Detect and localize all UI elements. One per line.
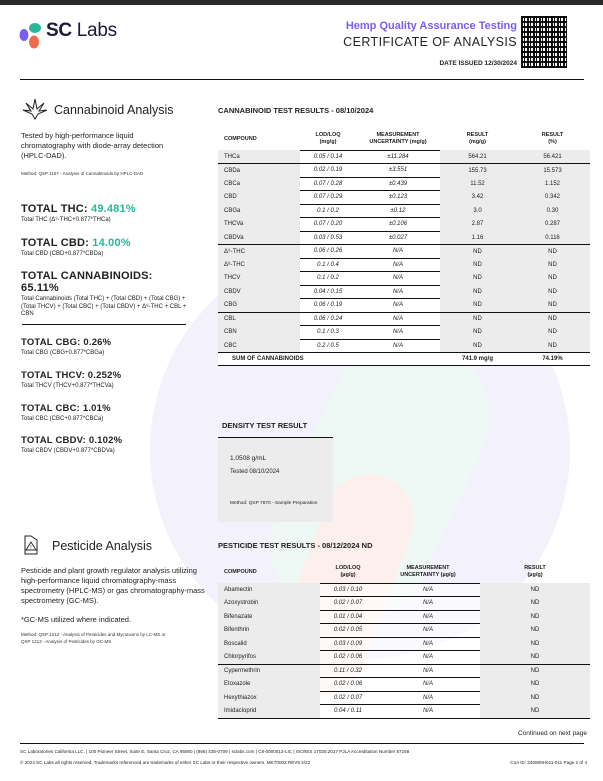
total-item xyxy=(21,370,191,391)
table-row xyxy=(218,705,590,719)
total-formula: Total CBDV (CBDV+0.877*CBDVa) xyxy=(21,448,115,454)
sum-label: SUM OF CANNABINOIDS xyxy=(218,353,440,366)
lod-loq-cell: 0.01 / 0.04 xyxy=(320,610,376,624)
lod-loq-cell: 0.1 / 0.3 xyxy=(300,326,356,340)
result-cell: 3.0 xyxy=(440,204,515,218)
table-row xyxy=(218,191,590,205)
footer-company-info: SC Laboratories California LLC. | 100 Pioneer Street, Suite E, Santa Cruz, CA 95060 | (866) 435-0709 | sclabs.com | C8-0000013-LIC | ISO/IES 17025:2017 PJLA Accreditation Number 87168 xyxy=(20,749,410,754)
cannabinoid-description: Tested by high-performance liquid chromatography with diode-array detection (HPLC-DAD). xyxy=(21,131,164,160)
svg-text:!: ! xyxy=(30,545,32,551)
total-item xyxy=(21,237,191,259)
total-formula: Total THCV (THCV+0.877*THCVa) xyxy=(21,383,114,389)
column-header: MEASUREMENT UNCERTAINTY (µg/g) xyxy=(400,564,456,578)
uncertainty-cell: N/A xyxy=(356,272,440,286)
uncertainty-cell: N/A xyxy=(376,705,480,719)
result-cell: ND xyxy=(440,272,515,286)
total-label: TOTAL CBC: 1.01% xyxy=(21,403,111,414)
compound-cell: THCVa xyxy=(218,218,300,232)
footer-copyright: © 2024 SC Labs all rights reserved. Trademarks referenced are trademarks of either SC Labs or their respective owners. MKT0002 REV9 2/22 xyxy=(20,760,311,765)
compound-cell: Cypermethrin xyxy=(218,664,320,678)
table-row xyxy=(218,678,590,692)
uncertainty-cell: N/A xyxy=(356,285,440,299)
column-header: COMPOUND xyxy=(224,568,257,575)
result-cell: ND xyxy=(480,583,590,597)
uncertainty-cell: N/A xyxy=(376,583,480,597)
table-row xyxy=(218,218,590,232)
compound-cell: Hexythiazox xyxy=(218,691,320,705)
total-item xyxy=(21,270,191,319)
result-cell: ND xyxy=(440,299,515,313)
gc-ms-note: *GC-MS utilized where indicated. xyxy=(21,615,132,624)
lod-loq-cell: 0.06 / 0.19 xyxy=(300,299,356,313)
table-row xyxy=(218,177,590,191)
result-cell: 2.87 xyxy=(440,218,515,232)
column-header: MEASUREMENT UNCERTAINTY (mg/g) xyxy=(369,131,427,145)
total-formula: Total CBC (CBC+0.877*CBCa) xyxy=(21,416,104,422)
header-divider xyxy=(20,79,584,80)
compound-cell: CBD xyxy=(218,191,300,205)
result-cell: ND xyxy=(440,326,515,340)
total-formula: Total CBD (CBD+0.877*CBDa) xyxy=(21,251,104,257)
compound-cell: Azoxystrobin xyxy=(218,597,320,611)
column-header: RESULT (µg/g) xyxy=(524,565,546,578)
uncertainty-cell: N/A xyxy=(376,597,480,611)
lod-loq-cell: 0.1 / 0.2 xyxy=(300,272,356,286)
total-label: TOTAL THCV: 0.252% xyxy=(21,370,122,381)
density-tested-date: Tested 08/10/2024 xyxy=(230,469,280,475)
table-row xyxy=(218,231,590,245)
uncertainty-cell: N/A xyxy=(376,664,480,678)
uncertainty-cell: N/A xyxy=(376,678,480,692)
result-pct-cell: ND xyxy=(515,285,590,299)
uncertainty-cell: N/A xyxy=(376,610,480,624)
compound-cell: THCa xyxy=(218,150,300,164)
lod-loq-cell: 0.02 / 0.05 xyxy=(320,624,376,638)
total-label: TOTAL CANNABINOIDS: 65.11% xyxy=(21,270,153,294)
compound-cell: THCV xyxy=(218,272,300,286)
cannabinoid-table-title: CANNABINOID TEST RESULTS - 08/10/2024 xyxy=(218,106,374,115)
sum-mg: 741.9 mg/g xyxy=(440,353,515,366)
compound-cell: CBN xyxy=(218,326,300,340)
compound-cell: Imidacloprid xyxy=(218,705,320,719)
compound-cell: CBL xyxy=(218,312,300,326)
lod-loq-cell: 0.07 / 0.29 xyxy=(300,191,356,205)
cannabinoid-method: Method: QSP 1157 - Analysis of Cannabinoids by HPLC-DAD xyxy=(21,171,144,176)
result-pct-cell: ND xyxy=(515,339,590,353)
lod-loq-cell: 0.04 / 0.11 xyxy=(320,705,376,719)
compound-cell: CBDV xyxy=(218,285,300,299)
lod-loq-cell: 0.11 / 0.32 xyxy=(320,664,376,678)
result-cell: ND xyxy=(480,637,590,651)
column-header: RESULT (mg/g) xyxy=(466,132,489,145)
compound-cell: CBDa xyxy=(218,164,300,178)
lod-loq-cell: 0.06 / 0.24 xyxy=(300,312,356,326)
result-cell: ND xyxy=(440,258,515,272)
lod-loq-cell: 0.02 / 0.07 xyxy=(320,691,376,705)
result-pct-cell: ND xyxy=(515,272,590,286)
compound-cell: Etoxazole xyxy=(218,678,320,692)
table-row xyxy=(218,624,590,638)
result-cell: 3.42 xyxy=(440,191,515,205)
lod-loq-cell: 0.07 / 0.20 xyxy=(300,218,356,232)
pesticide-canister-icon xyxy=(22,533,40,555)
total-formula: Total CBG (CBG+0.877*CBGa) xyxy=(21,350,105,356)
cannabinoid-heading: Cannabinoid Analysis xyxy=(54,103,174,117)
header-subtitle: Hemp Quality Assurance Testing xyxy=(345,20,517,32)
result-cell: ND xyxy=(480,691,590,705)
density-title: DENSITY TEST RESULT xyxy=(222,421,308,430)
table-row xyxy=(218,339,590,353)
compound-cell: Bifenazate xyxy=(218,610,320,624)
table-row xyxy=(218,245,590,259)
total-item xyxy=(21,403,191,424)
cannabinoid-results-table xyxy=(218,128,590,366)
result-pct-cell: 56.421 xyxy=(515,150,590,164)
result-cell: 11.52 xyxy=(440,177,515,191)
total-item xyxy=(21,203,191,225)
column-header: LOD/LOQ (mg/g) xyxy=(315,131,341,145)
total-formula: Total THC (Δ⁹-THC+0.877*THCa) xyxy=(21,217,111,223)
total-value: 0.252% xyxy=(87,370,122,381)
total-item xyxy=(21,435,191,456)
result-cell: ND xyxy=(480,624,590,638)
footer-divider xyxy=(20,743,584,744)
density-value: 1.0508 g/mL xyxy=(230,455,267,462)
pesticide-heading: Pesticide Analysis xyxy=(52,539,153,553)
total-value: 1.01% xyxy=(82,403,111,414)
total-value: 0.26% xyxy=(83,337,112,348)
table-row xyxy=(218,637,590,651)
total-value: 65.11% xyxy=(21,282,59,294)
lod-loq-cell: 0.02 / 0.06 xyxy=(320,651,376,665)
column-header: LOD/LOQ (µg/g) xyxy=(335,564,361,578)
uncertainty-cell: ±0.439 xyxy=(356,177,440,191)
compound-cell: CBCa xyxy=(218,177,300,191)
result-cell: ND xyxy=(480,705,590,719)
density-method: Method: QSP 7870 - Sample Preparation xyxy=(230,501,318,506)
table-row xyxy=(218,164,590,178)
coa-id-page: CoA ID: 240809H011-011 Page 2 of 4 xyxy=(510,760,587,765)
uncertainty-cell: ±0.106 xyxy=(356,218,440,232)
table-row xyxy=(218,204,590,218)
uncertainty-cell: ±0.12 xyxy=(356,204,440,218)
result-cell: ND xyxy=(480,651,590,665)
compound-cell: CBDVa xyxy=(218,231,300,245)
compound-cell: Chlorpyrifos xyxy=(218,651,320,665)
lod-loq-cell: 0.05 / 0.14 xyxy=(300,150,356,164)
sc-labs-logo-icon xyxy=(18,22,44,50)
table-row xyxy=(218,299,590,313)
total-item xyxy=(21,337,191,358)
lod-loq-cell: 0.07 / 0.28 xyxy=(300,177,356,191)
result-cell: ND xyxy=(440,245,515,259)
result-cell: ND xyxy=(440,285,515,299)
lod-loq-cell: 0.02 / 0.07 xyxy=(320,597,376,611)
total-value: 0.102% xyxy=(88,435,123,446)
result-cell: ND xyxy=(440,339,515,353)
date-issued: DATE ISSUED 12/30/2024 xyxy=(439,60,517,67)
lod-loq-cell: 0.1 / 0.4 xyxy=(300,258,356,272)
lod-loq-cell: 0.03 / 0.09 xyxy=(320,637,376,651)
uncertainty-cell: ±0.027 xyxy=(356,231,440,245)
result-pct-cell: ND xyxy=(515,258,590,272)
compound-cell: Bifenthrin xyxy=(218,624,320,638)
result-cell: ND xyxy=(480,664,590,678)
uncertainty-cell: N/A xyxy=(356,299,440,313)
table-row xyxy=(218,664,590,678)
compound-cell: CBC xyxy=(218,339,300,353)
uncertainty-cell: N/A xyxy=(376,691,480,705)
column-header: RESULT (%) xyxy=(541,132,564,145)
table-row xyxy=(218,272,590,286)
table-row xyxy=(218,651,590,665)
lod-loq-cell: 0.06 / 0.26 xyxy=(300,245,356,259)
uncertainty-cell: N/A xyxy=(356,326,440,340)
result-pct-cell: 0.116 xyxy=(515,231,590,245)
table-row xyxy=(218,610,590,624)
table-row xyxy=(218,285,590,299)
table-row xyxy=(218,312,590,326)
result-pct-cell: ND xyxy=(515,245,590,259)
result-cell: ND xyxy=(480,597,590,611)
lod-loq-cell: 0.02 / 0.19 xyxy=(300,164,356,178)
qr-code[interactable] xyxy=(521,16,567,68)
density-box xyxy=(218,437,333,522)
compound-cell: CBGa xyxy=(218,204,300,218)
uncertainty-cell: N/A xyxy=(356,312,440,326)
result-pct-cell: 0.287 xyxy=(515,218,590,232)
total-label: TOTAL THC: 49.481% xyxy=(21,203,136,215)
compound-cell: Δ⁹-THC xyxy=(218,245,300,259)
table-row xyxy=(218,326,590,340)
pesticide-description: Pesticide and plant growth regulator analysis utilizing high-performance liquid chromatography-mass spectrometry (HPLC-MS) or gas chromatography-mass spectrometry (GC-MS). xyxy=(21,566,205,605)
total-label: TOTAL CBDV: 0.102% xyxy=(21,435,123,446)
lod-loq-cell: 0.03 / 0.53 xyxy=(300,231,356,245)
compound-cell: Δ⁸-THC xyxy=(218,258,300,272)
table-row xyxy=(218,258,590,272)
result-pct-cell: ND xyxy=(515,299,590,313)
uncertainty-cell: ±11.284 xyxy=(356,150,440,164)
table-row xyxy=(218,150,590,164)
total-label: TOTAL CBD: 14.00% xyxy=(21,237,131,249)
uncertainty-cell: ±3.551 xyxy=(356,164,440,178)
result-cell: 155.73 xyxy=(440,164,515,178)
top-bar xyxy=(0,0,603,5)
compound-cell: Boscalid xyxy=(218,637,320,651)
total-formula: Total Cannabinoids (Total THC) + (Total CBD) + (Total CBG) + (Total THCV) + (Total CBC) + (Total CBDV) + Δ⁸-THC + CBL + CBN xyxy=(21,296,187,317)
lod-loq-cell: 0.04 / 0.15 xyxy=(300,285,356,299)
compound-cell: CBG xyxy=(218,299,300,313)
totals-divider xyxy=(22,324,186,325)
uncertainty-cell: ±0.123 xyxy=(356,191,440,205)
compound-cell: Abamectin xyxy=(218,583,320,597)
result-pct-cell: 0.342 xyxy=(515,191,590,205)
pesticide-table-title: PESTICIDE TEST RESULTS - 08/12/2024 ND xyxy=(218,541,373,550)
uncertainty-cell: N/A xyxy=(356,245,440,259)
result-cell: 1.16 xyxy=(440,231,515,245)
result-cell: ND xyxy=(480,610,590,624)
result-cell: 564.21 xyxy=(440,150,515,164)
cannabis-leaf-icon xyxy=(22,97,48,121)
result-pct-cell: 15.573 xyxy=(515,164,590,178)
lod-loq-cell: 0.03 / 0.10 xyxy=(320,583,376,597)
table-row xyxy=(218,597,590,611)
lod-loq-cell: 0.1 / 0.2 xyxy=(300,204,356,218)
result-pct-cell: ND xyxy=(515,326,590,340)
continued-note: Continued on next page xyxy=(517,730,587,737)
pesticide-results-table xyxy=(218,561,590,719)
uncertainty-cell: N/A xyxy=(376,637,480,651)
table-row xyxy=(218,583,590,597)
lod-loq-cell: 0.02 / 0.06 xyxy=(320,678,376,692)
brand-logo: SC Labs xyxy=(46,20,117,41)
total-value: 14.00% xyxy=(92,237,131,249)
result-pct-cell: 1.152 xyxy=(515,177,590,191)
page-title: CERTIFICATE OF ANALYSIS xyxy=(343,35,517,49)
pesticide-method: Method: QSP 1212 - Analysis of Pesticides and Mycotoxins by LC-MS or QSP 1213 - Analysis of Pesticides by GC-MS xyxy=(21,632,166,644)
table-row xyxy=(218,691,590,705)
sum-pct: 74.19% xyxy=(515,353,590,366)
result-pct-cell: ND xyxy=(515,312,590,326)
total-value: 49.481% xyxy=(91,203,136,215)
sum-row xyxy=(218,353,590,366)
result-cell: ND xyxy=(440,312,515,326)
total-label: TOTAL CBG: 0.26% xyxy=(21,337,112,348)
result-pct-cell: 0.30 xyxy=(515,204,590,218)
uncertainty-cell: N/A xyxy=(376,624,480,638)
column-header: COMPOUND xyxy=(224,135,257,142)
uncertainty-cell: N/A xyxy=(356,339,440,353)
result-cell: ND xyxy=(480,678,590,692)
lod-loq-cell: 0.2 / 0.5 xyxy=(300,339,356,353)
uncertainty-cell: N/A xyxy=(356,258,440,272)
uncertainty-cell: N/A xyxy=(376,651,480,665)
